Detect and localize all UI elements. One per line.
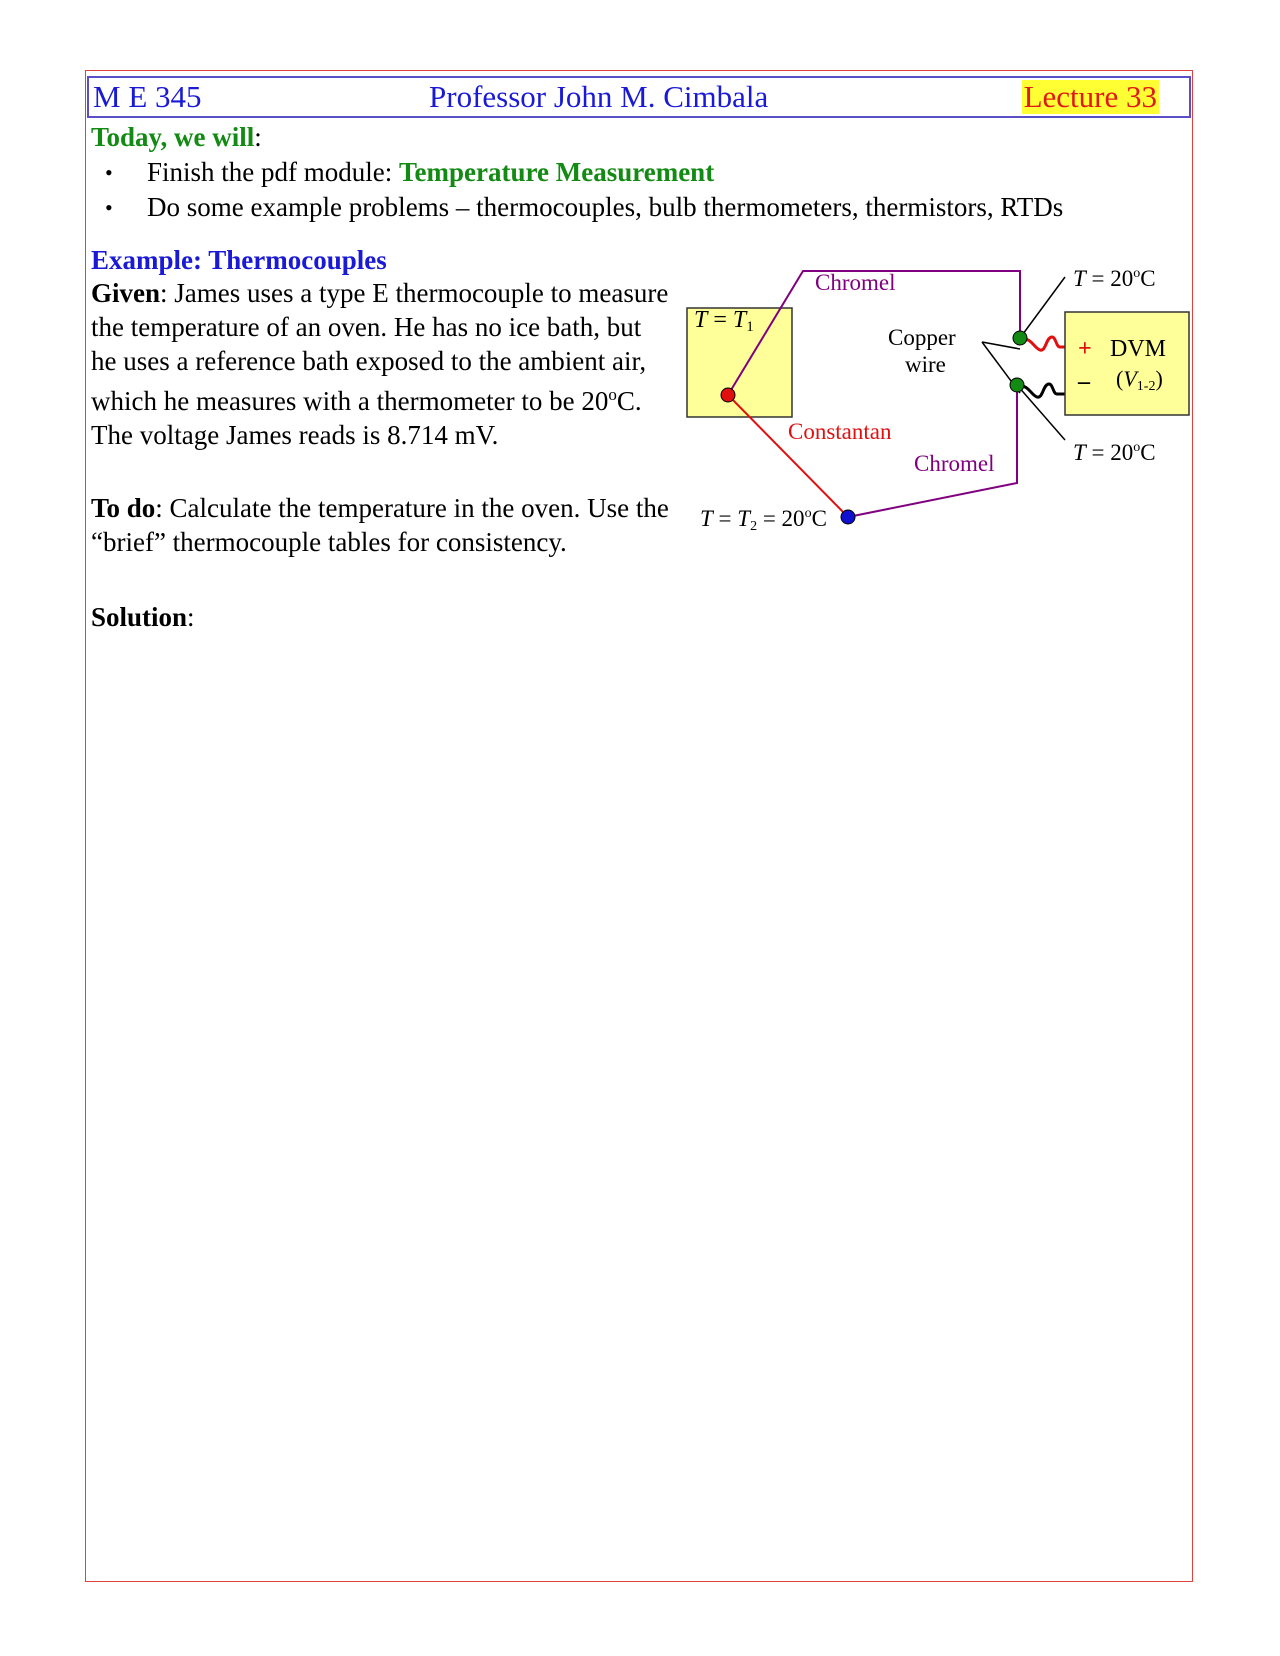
agenda-item-text: Finish the pdf module: [147, 157, 399, 187]
agenda-item-highlight: Temperature Measurement [399, 157, 715, 187]
ambient-temperature-top: $T = 20^oC$ [1073, 266, 1156, 291]
copper-label: Copper [888, 325, 956, 350]
solution-colon: : [187, 602, 195, 632]
oven-temperature-label: T = T1 [694, 307, 754, 335]
thermocouple-circuit-diagram [660, 255, 1195, 545]
terminal-minus [1010, 378, 1024, 392]
todo-text: : Calculate the temperature in the oven. Use the “brief” thermocouple tables for consistency. [91, 493, 669, 557]
given-text-a: : James uses a type E thermocouple to measure the temperature of an oven. He has no ice bath, but he uses a reference bath exposed to the ambient air, which he measures with a thermometer to be 20 [91, 278, 669, 416]
chromel-label-bottom: Chromel [914, 451, 995, 476]
solution-heading [91, 601, 195, 633]
ambient-temperature-bottom: $T = 20^oC$ [1073, 440, 1156, 465]
agenda-heading-colon: : [254, 122, 262, 152]
todo-paragraph [91, 491, 671, 559]
copper-label-wire: wire [905, 352, 946, 377]
measuring-junction [721, 388, 735, 402]
professor-name: Professor John M. Cimbala [429, 79, 769, 114]
terminal-plus [1013, 331, 1027, 345]
dvm-box [1065, 312, 1189, 415]
reference-junction [841, 510, 855, 524]
given-label: Given [91, 278, 161, 308]
chromel-label-top: Chromel [815, 270, 896, 295]
agenda-item [91, 155, 1063, 190]
lecture-header [87, 76, 1191, 118]
bullet-icon: • [105, 160, 113, 185]
agenda-heading [91, 121, 262, 153]
example-title: Example: Thermocouples [91, 245, 387, 275]
given-paragraph [91, 276, 671, 452]
agenda-heading-text: Today, we will [91, 122, 255, 152]
constantan-label: Constantan [788, 419, 892, 444]
agenda-item-text: Do some example problems – thermocouples, bulb thermometers, thermistors, RTDs [147, 192, 1064, 222]
agenda-list [91, 155, 1063, 225]
solution-label: Solution [91, 602, 188, 632]
dvm-minus-sign: – [1078, 369, 1090, 395]
bullet-icon: • [105, 195, 113, 220]
ambient-leader-line [1020, 277, 1065, 338]
dvm-voltage-label: (V1-2) [1116, 366, 1163, 394]
degree-symbol: o [608, 385, 617, 404]
todo-label: To do [91, 493, 156, 523]
dvm-plus-sign: + [1078, 336, 1092, 362]
dvm-label: DVM [1110, 336, 1167, 362]
reference-temperature-label: $T = T2 = 20^oC$ [700, 506, 827, 534]
course-number: M E 345 [93, 79, 202, 114]
copper-leader-line [982, 342, 1020, 349]
given-text-b: C. The voltage James reads is 8.714 mV. [91, 386, 642, 450]
lecture-number: Lecture 33 [1023, 79, 1157, 114]
agenda-item [91, 190, 1063, 225]
